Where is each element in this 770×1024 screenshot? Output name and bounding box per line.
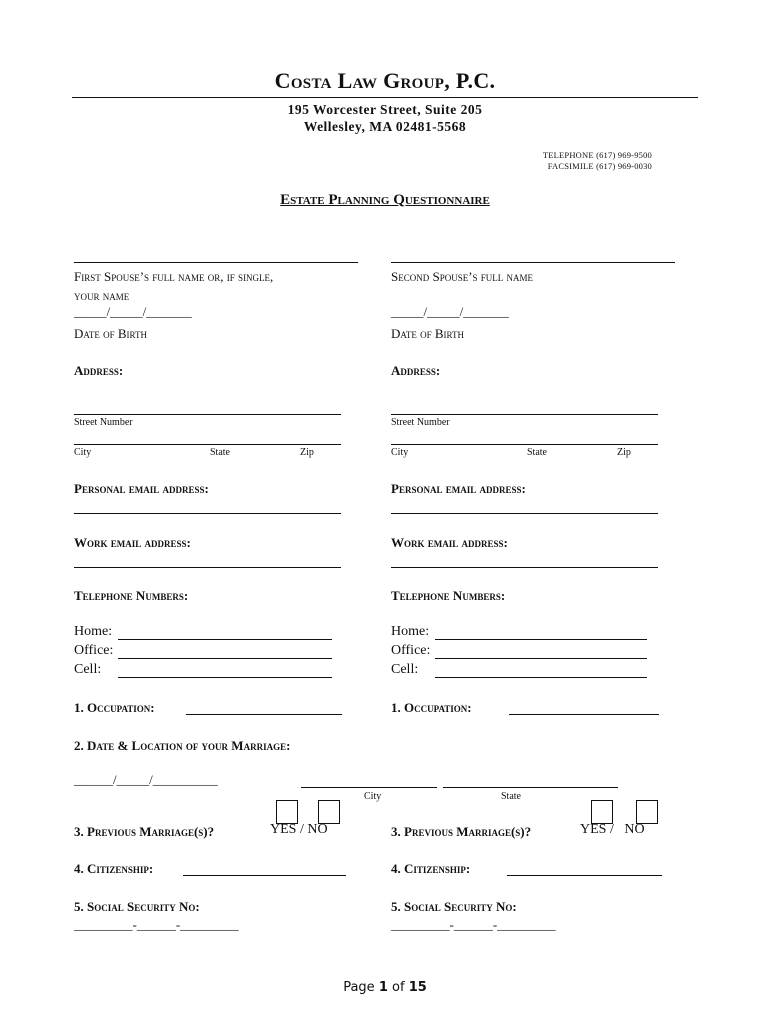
first-zip-label: Zip bbox=[300, 447, 314, 458]
first-spouse-dob-label: Date of Birth bbox=[74, 326, 148, 341]
marriage-city-field[interactable] bbox=[301, 787, 437, 788]
first-citizenship-label: 4. Citizenship: bbox=[74, 861, 154, 876]
firm-telephone: TELEPHONE (617) 969-9500 bbox=[542, 150, 652, 160]
header-rule bbox=[72, 97, 698, 98]
marriage-label: 2. Date & Location of your Marriage: bbox=[74, 738, 291, 753]
firm-name: Costa Law Group, P.C. bbox=[274, 68, 496, 93]
second-personal-email-label: Personal email address: bbox=[391, 481, 526, 496]
second-work-email-field[interactable] bbox=[391, 567, 658, 568]
second-yes-checkbox[interactable] bbox=[591, 800, 613, 824]
first-city-label: City bbox=[74, 447, 92, 458]
first-office-label: Office: bbox=[74, 643, 114, 658]
first-yes-no-text: YES / NO bbox=[270, 822, 328, 837]
first-prev-marriage-label: 3. Previous Marriage(s)? bbox=[74, 824, 215, 839]
first-no-checkbox[interactable] bbox=[318, 800, 340, 824]
first-address-label: Address: bbox=[74, 363, 124, 378]
first-work-email-field[interactable] bbox=[74, 567, 341, 568]
second-citizenship-field[interactable] bbox=[507, 875, 662, 876]
first-work-email-label: Work email address: bbox=[74, 535, 191, 550]
marriage-state-field[interactable] bbox=[443, 787, 618, 788]
firm-street: 195 Worcester Street, Suite 205 bbox=[287, 102, 483, 117]
second-yes-no-text: YES / NO bbox=[580, 822, 645, 837]
first-personal-email-label: Personal email address: bbox=[74, 481, 209, 496]
first-cell-label: Cell: bbox=[74, 662, 102, 677]
second-spouse-dob-field[interactable]: _____/_____/_______ bbox=[391, 304, 509, 319]
second-occupation-field[interactable] bbox=[509, 714, 659, 715]
second-ssn-label: 5. Social Security No: bbox=[391, 899, 517, 914]
second-home-field[interactable] bbox=[435, 639, 647, 640]
first-yes-checkbox[interactable] bbox=[276, 800, 298, 824]
first-home-field[interactable] bbox=[118, 639, 332, 640]
first-telephone-label: Telephone Numbers: bbox=[74, 588, 189, 603]
second-personal-email-field[interactable] bbox=[391, 513, 658, 514]
second-city-label: City bbox=[391, 447, 409, 458]
second-address-label: Address: bbox=[391, 363, 441, 378]
first-street-label: Street Number bbox=[74, 417, 133, 428]
second-telephone-label: Telephone Numbers: bbox=[391, 588, 506, 603]
second-spouse-name-label: Second Spouse’s full name bbox=[391, 269, 534, 284]
first-state-label: State bbox=[210, 447, 230, 458]
marriage-state-label: State bbox=[501, 791, 521, 802]
form-title: Estate Planning Questionnaire bbox=[280, 192, 490, 208]
second-work-email-label: Work email address: bbox=[391, 535, 508, 550]
page-number: 1 bbox=[378, 980, 388, 995]
first-spouse-name-field[interactable] bbox=[74, 262, 358, 263]
second-street-label: Street Number bbox=[391, 417, 450, 428]
first-occupation-label: 1. Occupation: bbox=[74, 700, 155, 715]
first-home-label: Home: bbox=[74, 624, 113, 639]
first-ssn-field[interactable]: _________-______-_________ bbox=[74, 917, 239, 932]
first-citizenship-field[interactable] bbox=[183, 875, 346, 876]
page-total: 15 bbox=[408, 980, 427, 995]
first-spouse-dob-field[interactable]: _____/_____/_______ bbox=[74, 304, 192, 319]
firm-city-line: Wellesley, MA 02481-5568 bbox=[303, 119, 467, 134]
page-word: Page bbox=[343, 980, 375, 995]
second-home-label: Home: bbox=[391, 624, 430, 639]
second-office-field[interactable] bbox=[435, 658, 647, 659]
of-word: of bbox=[392, 980, 405, 995]
second-city-state-zip-field[interactable] bbox=[391, 444, 658, 445]
first-cell-field[interactable] bbox=[118, 677, 332, 678]
second-spouse-dob-label: Date of Birth bbox=[391, 326, 465, 341]
second-prev-marriage-label: 3. Previous Marriage(s)? bbox=[391, 824, 532, 839]
second-ssn-field[interactable]: _________-______-_________ bbox=[391, 917, 556, 932]
second-office-label: Office: bbox=[391, 643, 431, 658]
second-zip-label: Zip bbox=[617, 447, 631, 458]
second-citizenship-label: 4. Citizenship: bbox=[391, 861, 471, 876]
first-city-state-zip-field[interactable] bbox=[74, 444, 341, 445]
first-street-field[interactable] bbox=[74, 414, 341, 415]
first-occupation-field[interactable] bbox=[186, 714, 342, 715]
second-occupation-label: 1. Occupation: bbox=[391, 700, 472, 715]
second-street-field[interactable] bbox=[391, 414, 658, 415]
second-spouse-name-field[interactable] bbox=[391, 262, 675, 263]
first-ssn-label: 5. Social Security No: bbox=[74, 899, 200, 914]
marriage-date-field[interactable]: ______/_____/__________ bbox=[74, 772, 218, 787]
first-spouse-name-label-cont: your name bbox=[74, 288, 130, 303]
second-cell-field[interactable] bbox=[435, 677, 647, 678]
marriage-city-label: City bbox=[364, 791, 382, 802]
second-state-label: State bbox=[527, 447, 547, 458]
second-cell-label: Cell: bbox=[391, 662, 419, 677]
second-no-checkbox[interactable] bbox=[636, 800, 658, 824]
first-spouse-name-label: First Spouse’s full name or, if single, bbox=[74, 269, 274, 284]
first-office-field[interactable] bbox=[118, 658, 332, 659]
page-footer bbox=[0, 980, 770, 995]
first-personal-email-field[interactable] bbox=[74, 513, 341, 514]
firm-facsimile: FACSIMILE (617) 969-0030 bbox=[547, 161, 652, 171]
